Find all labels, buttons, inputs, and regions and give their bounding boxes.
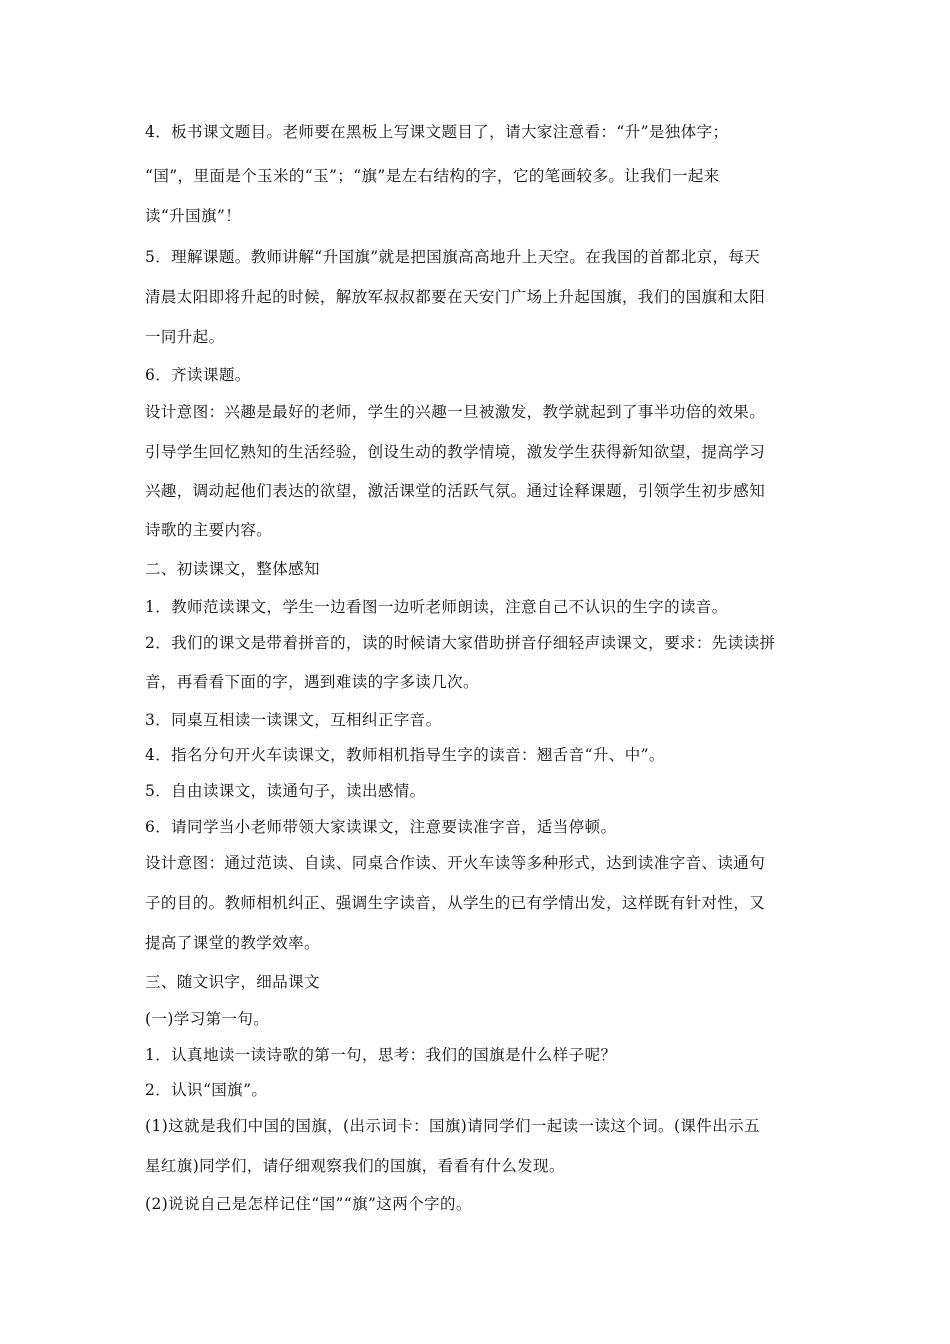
- text-line: 读“升国旗”！: [145, 207, 242, 225]
- text-line: 子的目的。教师相机纠正、强调生字读音，从学生的已有学情出发，这样既有针对性，又: [145, 894, 766, 912]
- text-line: 6．齐读课题。: [145, 366, 251, 384]
- text-line: 设计意图：通过范读、自读、同桌合作读、开火车读等多种形式，达到读准字音、读通句: [145, 854, 766, 872]
- section-heading: 二、初读课文，整体感知: [145, 560, 320, 578]
- text-line: (1)这就是我们中国的国旗，(出示词卡：国旗)请同学们一起读一读这个词。(课件出示五: [145, 1117, 760, 1135]
- text-line: 兴趣，调动起他们表达的欲望，激活课堂的活跃气氛。通过诠释课题，引领学生初步感知: [145, 482, 766, 500]
- text-line: 2．我们的课文是带着拼音的，读的时候请大家借助拼音仔细轻声读课文，要求：先读读拼: [145, 634, 776, 652]
- text-line: 引导学生回忆熟知的生活经验，创设生动的教学情境，激发学生获得新知欲望，提高学习: [145, 443, 766, 461]
- text-line: 5．自由读课文，读通句子，读出感情。: [145, 782, 426, 800]
- text-line: 清晨太阳即将升起的时候，解放军叔叔都要在天安门广场上升起国旗，我们的国旗和太阳: [145, 288, 766, 306]
- text-line: 6．请同学当小老师带领大家读课文，注意要读准字音，适当停顿。: [145, 818, 617, 836]
- text-line: “国”，里面是个玉米的“玉”；“旗”是左右结构的字，它的笔画较多。让我们一起来: [145, 167, 720, 185]
- text-line: 一同升起。: [145, 328, 225, 346]
- text-line: 1．认真地读一读诗歌的第一句，思考：我们的国旗是什么样子呢？: [145, 1046, 617, 1064]
- text-line: 诗歌的主要内容。: [145, 521, 273, 539]
- text-line: 星红旗)同学们，请仔细观察我们的国旗，看看有什么发现。: [145, 1157, 565, 1175]
- text-line: 1．教师范读课文，学生一边看图一边听老师朗读，注意自己不认识的生字的读音。: [145, 598, 728, 616]
- text-line: 2．认识“国旗”。: [145, 1081, 268, 1099]
- text-line: (2)说说自己是怎样记住“国”“旗”这两个字的。: [145, 1195, 472, 1213]
- subsection-heading: (一)学习第一句。: [145, 1010, 270, 1028]
- text-line: 4．指名分句开火车读课文，教师相机指导生字的读音：翘舌音“升、中”。: [145, 746, 665, 764]
- text-line: 设计意图：兴趣是最好的老师，学生的兴趣一旦被激发，教学就起到了事半功倍的效果。: [145, 403, 766, 421]
- text-line: 提高了课堂的教学效率。: [145, 934, 320, 952]
- text-line: 5．理解课题。教师讲解“升国旗”就是把国旗高高地升上天空。在我国的首都北京，每天: [145, 248, 761, 266]
- section-heading: 三、随文识字，细品课文: [145, 973, 320, 991]
- text-line: 4．板书课文题目。老师要在黑板上写课文题目了，请大家注意看：“升”是独体字；: [145, 123, 729, 141]
- text-line: 3．同桌互相读一读课文，互相纠正字音。: [145, 711, 442, 729]
- text-line: 音，再看看下面的字，遇到难读的字多读几次。: [145, 673, 479, 691]
